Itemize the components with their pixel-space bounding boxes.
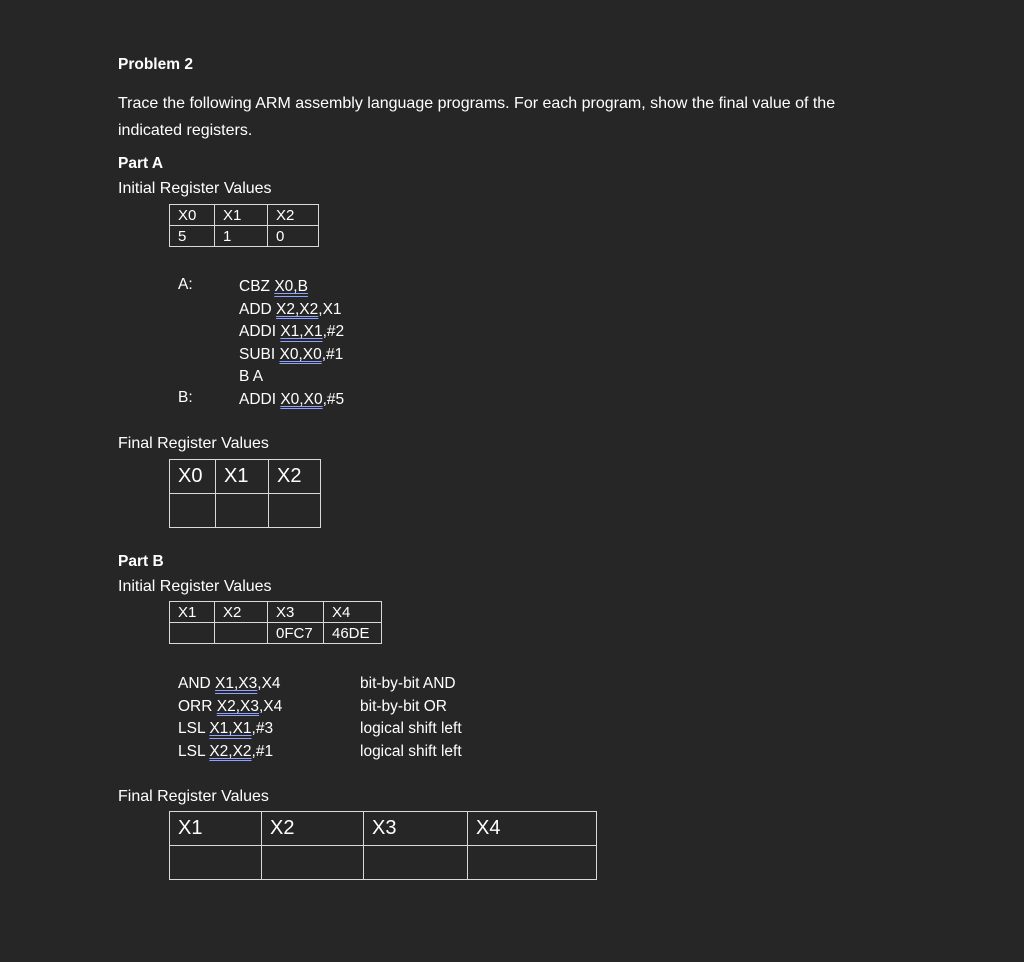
- header-cell: X2: [262, 812, 364, 846]
- part-a-initial-table: [169, 204, 319, 247]
- code-line: [178, 673, 282, 696]
- value-cell[interactable]: [215, 623, 268, 644]
- code-line: [178, 741, 282, 764]
- value-cell[interactable]: 0: [268, 226, 319, 247]
- header-cell: X1: [215, 205, 268, 226]
- header-cell: X1: [170, 812, 262, 846]
- code-line: [239, 299, 344, 322]
- code-line: [239, 344, 344, 367]
- code-text: B A: [239, 368, 264, 385]
- code-text: ADD X2,X2,X1: [239, 300, 342, 318]
- code-text: ADDI X1,X1,#2: [239, 323, 345, 340]
- problem-title: Problem 2: [118, 56, 193, 73]
- header-cell: X4: [324, 602, 382, 623]
- header-cell: X1: [170, 602, 215, 623]
- value-cell[interactable]: [170, 623, 215, 644]
- code-text: CBZ X0,B: [239, 278, 308, 295]
- part-b-comments: [360, 673, 462, 763]
- part-b-initial-label: Initial Register Values: [118, 578, 272, 595]
- part-a-final-label: Final Register Values: [118, 435, 269, 452]
- code-line: [239, 276, 344, 299]
- label-a: A:: [178, 276, 193, 293]
- value-cell[interactable]: 5: [170, 226, 215, 247]
- value-cell[interactable]: 0FC7: [268, 623, 324, 644]
- part-b-final-label: Final Register Values: [118, 788, 269, 805]
- header-cell: X0: [170, 460, 216, 494]
- table-row: [170, 205, 319, 226]
- value-cell[interactable]: 1: [215, 226, 268, 247]
- header-cell: X2: [268, 205, 319, 226]
- part-a-code: [239, 276, 344, 411]
- code-line: [178, 718, 282, 741]
- code-line: [239, 366, 344, 389]
- header-cell: X3: [364, 812, 468, 846]
- answer-cell[interactable]: [468, 846, 597, 880]
- answer-cell[interactable]: [170, 846, 262, 880]
- part-b-code: [178, 673, 282, 763]
- code-text: LSL X2,X2,#1: [178, 742, 274, 760]
- comment-line: logical shift left: [360, 742, 462, 760]
- header-cell: X0: [170, 205, 215, 226]
- instructions: Trace the following ARM assembly language programs. For each program, show the final value of the indicated registers.: [118, 95, 836, 139]
- table-row: [170, 602, 382, 623]
- table-row: [170, 846, 597, 880]
- header-cell: X2: [269, 460, 321, 494]
- part-a-heading: Part A: [118, 155, 164, 172]
- comment-line: bit-by-bit AND: [360, 675, 456, 692]
- comment-line: bit-by-bit OR: [360, 697, 447, 715]
- part-b-initial-table: [169, 601, 382, 644]
- table-row: [170, 494, 321, 528]
- code-text: SUBI X0,X0,#1: [239, 345, 344, 363]
- code-text: ADDI X0,X0,#5: [239, 390, 345, 408]
- part-a-final-table: [169, 459, 321, 528]
- answer-cell[interactable]: [269, 494, 321, 528]
- part-b-final-table: [169, 811, 597, 880]
- code-line: [239, 389, 344, 412]
- table-row: [170, 623, 382, 644]
- code-text: AND X1,X3,X4: [178, 675, 281, 692]
- header-cell: X1: [216, 460, 269, 494]
- header-cell: X3: [268, 602, 324, 623]
- value-cell[interactable]: 46DE: [324, 623, 382, 644]
- table-row: [170, 226, 319, 247]
- answer-cell[interactable]: [364, 846, 468, 880]
- answer-cell[interactable]: [216, 494, 269, 528]
- answer-cell[interactable]: [170, 494, 216, 528]
- code-text: LSL X1,X1,#3: [178, 720, 274, 737]
- table-row: [170, 812, 597, 846]
- answer-cell[interactable]: [262, 846, 364, 880]
- label-b: B:: [178, 389, 193, 406]
- code-text: ORR X2,X3,X4: [178, 697, 283, 715]
- code-line: [239, 321, 344, 344]
- table-row: [170, 460, 321, 494]
- code-line: [178, 696, 282, 719]
- header-cell: X2: [215, 602, 268, 623]
- comment-line: logical shift left: [360, 720, 462, 737]
- part-b-heading: Part B: [118, 553, 164, 570]
- part-a-initial-label: Initial Register Values: [118, 180, 272, 197]
- header-cell: X4: [468, 812, 597, 846]
